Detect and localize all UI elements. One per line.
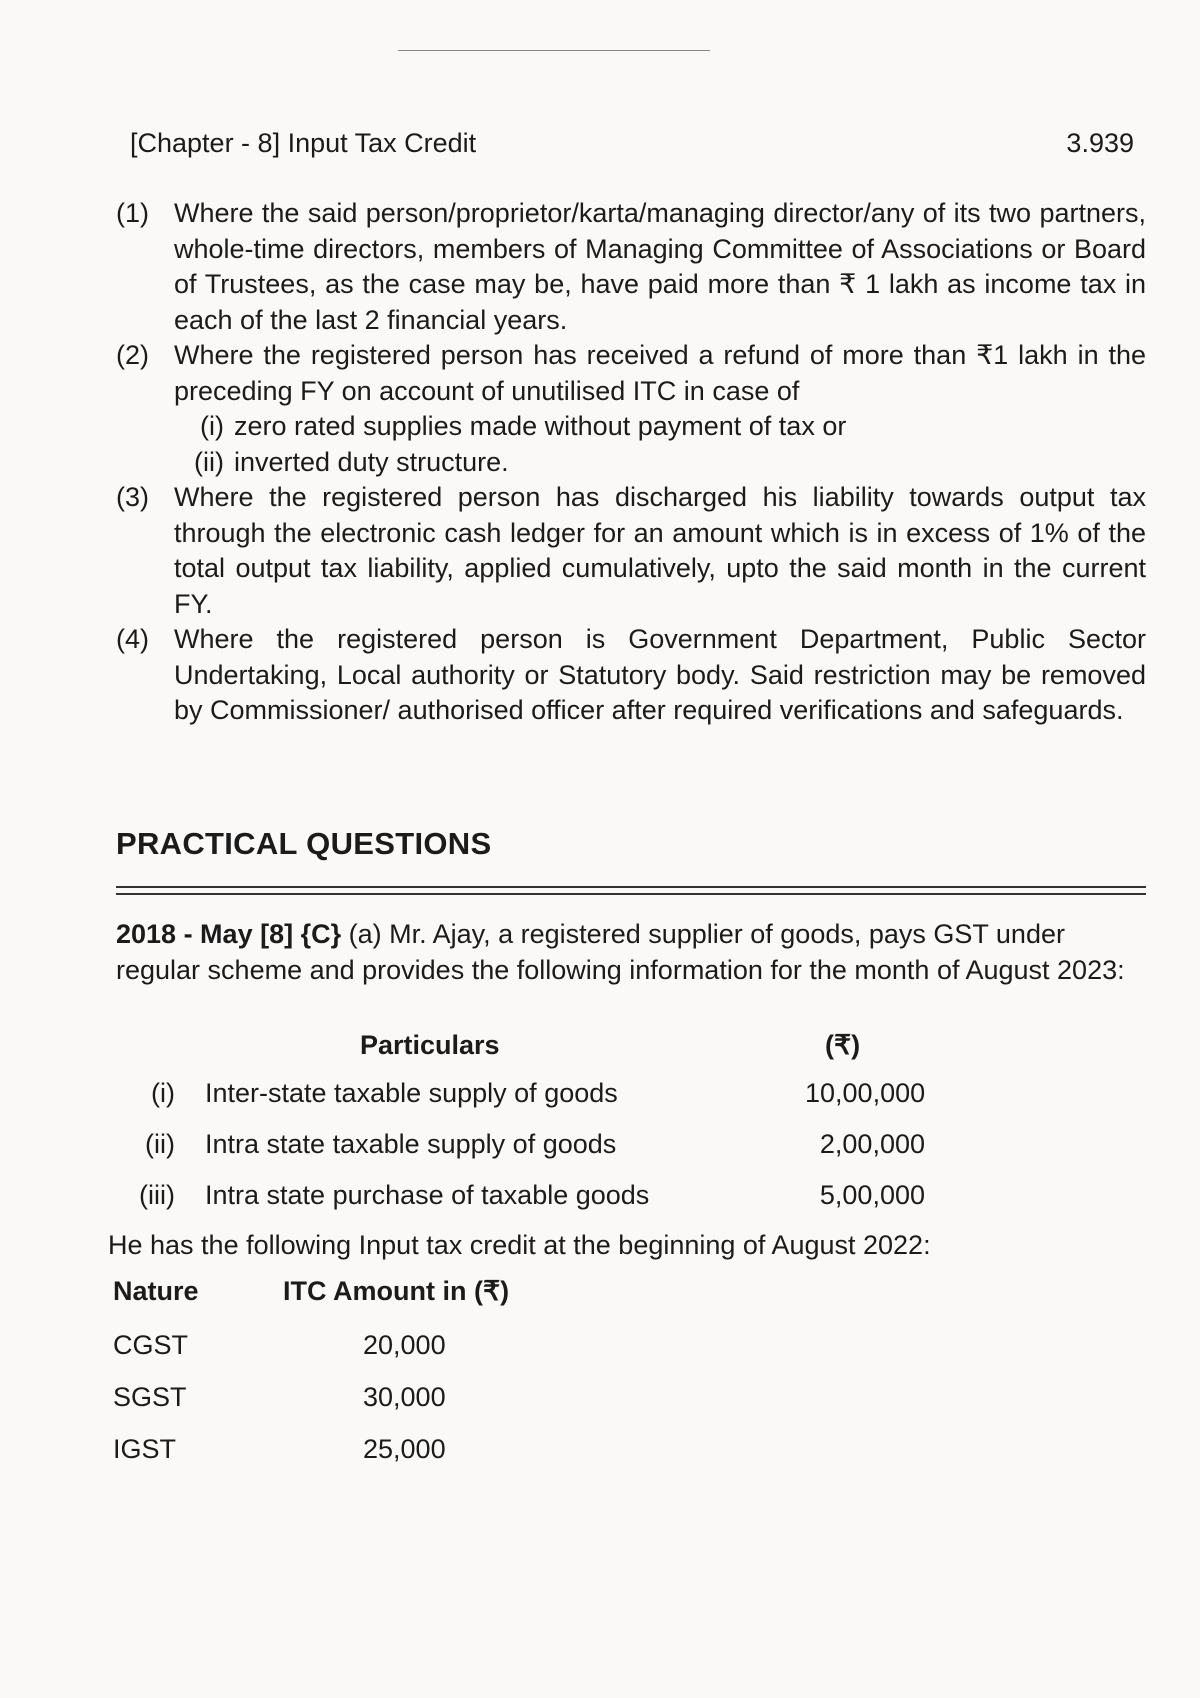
table-header-nature: Nature bbox=[113, 1276, 199, 1306]
condition-number: (4) bbox=[116, 624, 149, 654]
sub-condition-number: (i) bbox=[200, 411, 224, 441]
itc-nature: SGST bbox=[113, 1382, 187, 1412]
table-header-itc-amount: ITC Amount in (₹) bbox=[283, 1276, 510, 1306]
sub-condition bbox=[174, 409, 1146, 445]
table-header-amount: (₹) bbox=[825, 1030, 861, 1060]
question-reference: 2018 - May [8] {C} bbox=[116, 919, 342, 949]
condition-number: (2) bbox=[116, 340, 149, 370]
itc-nature: IGST bbox=[113, 1434, 177, 1464]
condition-item bbox=[116, 622, 1146, 729]
sub-condition-text: zero rated supplies made without payment of tax or bbox=[234, 411, 847, 441]
top-rule bbox=[398, 50, 710, 51]
heading-rule bbox=[116, 893, 1146, 895]
condition-text: Where the registered person is Government Department, Public Sector Undertaking, Local authority or Statutory body. Said restriction may be removed by Commissioner/ authorised officer after required verifications and safeguards. bbox=[174, 624, 1146, 725]
question-body: (a) Mr. Ajay, a registered supplier of goods, pays GST under regular scheme and provides the following information for the month of August 2023: bbox=[116, 919, 1125, 985]
condition-text: Where the registered person has discharged his liability towards output tax through the electronic cash ledger for an amount which is in excess of 1% of the total output tax liability, applied cumulatively, upto the said month in the current FY. bbox=[174, 482, 1146, 619]
row-amount: 10,00,000 bbox=[805, 1078, 926, 1108]
condition-number: (1) bbox=[116, 198, 149, 228]
row-amount: 5,00,000 bbox=[819, 1180, 925, 1210]
row-description: Intra state taxable supply of goods bbox=[205, 1129, 617, 1159]
itc-amount: 25,000 bbox=[363, 1434, 446, 1464]
sub-condition-number: (ii) bbox=[194, 446, 224, 477]
conditions-list bbox=[116, 196, 1146, 729]
row-number: (i) bbox=[151, 1078, 175, 1108]
chapter-title: [Chapter - 8] Input Tax Credit bbox=[130, 128, 477, 158]
row-amount: 2,00,000 bbox=[819, 1129, 925, 1159]
condition-item bbox=[116, 480, 1146, 622]
sub-condition bbox=[174, 445, 1146, 481]
condition-item bbox=[116, 338, 1146, 480]
itc-nature: CGST bbox=[113, 1330, 189, 1360]
itc-amount: 30,000 bbox=[363, 1382, 446, 1412]
sub-condition-text: inverted duty structure. bbox=[234, 446, 509, 477]
section-heading: PRACTICAL QUESTIONS bbox=[116, 826, 492, 861]
itc-amount: 20,000 bbox=[363, 1330, 446, 1360]
row-description: Intra state purchase of taxable goods bbox=[205, 1180, 650, 1210]
row-number: (iii) bbox=[139, 1180, 175, 1210]
condition-text: Where the registered person has received a refund of more than ₹1 lakh in the preceding FY on account of unutilised ITC in case of bbox=[174, 340, 1146, 406]
condition-number: (3) bbox=[116, 482, 149, 512]
heading-rule bbox=[116, 886, 1146, 888]
itc-intro-text: He has the following Input tax credit at the beginning of August 2022: bbox=[108, 1230, 931, 1260]
condition-text: Where the said person/proprietor/karta/managing director/any of its two partners, whole-time directors, members of Managing Committee of Associations or Board of Trustees, as the case may be, have paid more than ₹ 1 lakh as income tax in each of the last 2 financial years. bbox=[174, 198, 1146, 335]
row-description: Inter-state taxable supply of goods bbox=[205, 1078, 618, 1108]
page-header bbox=[130, 128, 1134, 159]
table-header-particulars: Particulars bbox=[360, 1030, 500, 1060]
page-number: 3.939 bbox=[1066, 128, 1134, 158]
question-text bbox=[116, 916, 1156, 988]
condition-item bbox=[116, 196, 1146, 338]
row-number: (ii) bbox=[145, 1129, 175, 1159]
